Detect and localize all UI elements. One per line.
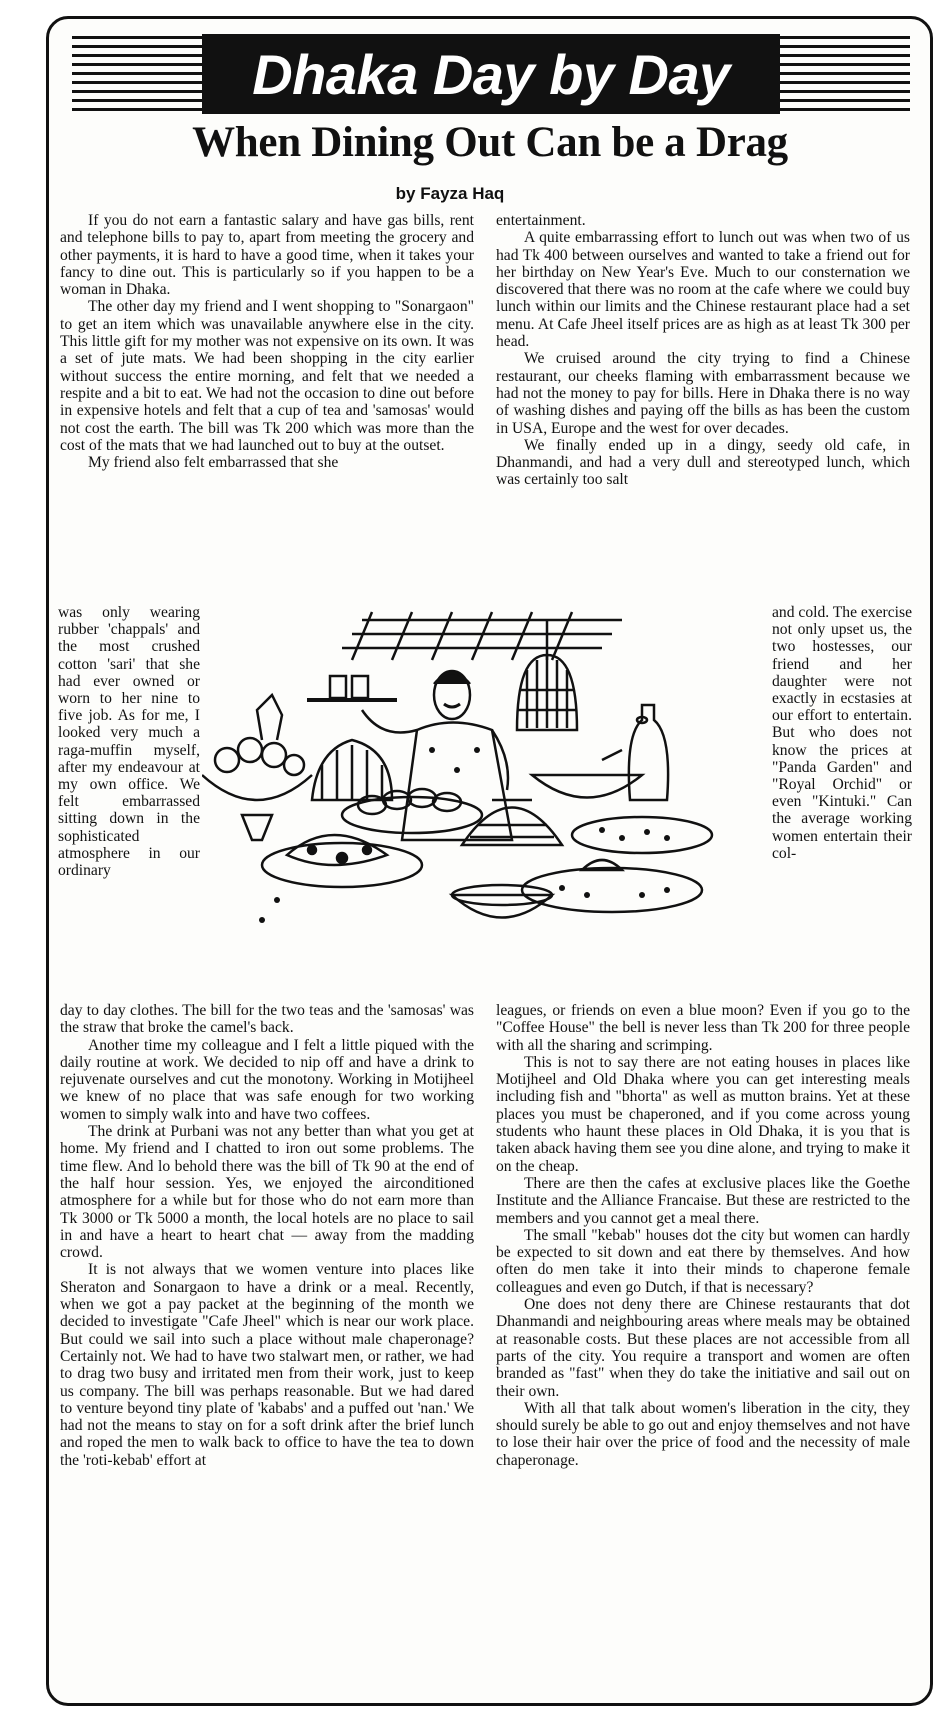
- left-narrow-column: [58, 604, 200, 879]
- paragraph: was only wearing rubber 'chappals' and the most crushed cotton 'sari' that she had ever owned or worn to her nine to five job. As for me, I looked very much a raga-muffin myself, after my endeavour at my own office. We felt embarrassed sitting down in the sophisticated atmosphere in our ordinary: [58, 604, 200, 880]
- paragraph: One does not deny there are Chinese restaurants that dot Dhanmandi and neighbouring areas where meals may be obtained at reasonable costs. But these places are not accessible from all parts of the city. You require a transport and women are often branded as "fast" when they do take the initiative and sail out on their own.: [496, 1296, 910, 1400]
- headline: When Dining Out Can be a Drag: [192, 119, 788, 166]
- paragraph: There are then the cafes at exclusive places like the Goethe Institute and the Alliance Francaise. But these are restricted to the members and you cannot get a meal there.: [496, 1174, 910, 1227]
- left-column-top: [60, 212, 474, 471]
- paragraph: Another time my colleague and I felt a little piqued with the daily routine at work. We decided to nip off and have a drink to rejuvenate ourselves and cut the monotony. Working in Motijheel we knew of no place that was safe enough for two working women to simply walk into and have two coffees.: [60, 1036, 474, 1123]
- paragraph: A quite embarrassing effort to lunch out was when two of us had Tk 400 between ourselves and wanted to take a friend out for her birthday on New Year's Eve. Much to our consternation we discovered that there was no room at the cafe where we could buy lunch within our limits and the Chinese restaurant place had a set menu. At Cafe Jheel itself prices are as high as at least Tk 300 per head.: [496, 229, 910, 351]
- paragraph: and cold. The exercise not only upset us, the two hostesses, our friend and her daughter were not exactly in ecstasies at our effort to entertain. But who does not know the prices at "Panda Garden" and "Royal Orchid" or even "Kintuki." Can the average working women entertain their col-: [772, 604, 912, 862]
- paragraph: If you do not earn a fantastic salary and have gas bills, rent and telephone bills to pay to, apart from meeting the grocery and other payments, it is hard to have a good time, when it takes your fancy to dine out. This is particularly so if you happen to be a woman in Dhaka.: [60, 212, 474, 299]
- byline: by Fayza Haq: [395, 184, 505, 203]
- paragraph: day to day clothes. The bill for the two teas and the 'samosas' was the straw that broke the camel's back.: [60, 1002, 474, 1037]
- paragraph: We cruised around the city trying to find a Chinese restaurant, our cheeks flaming with embarrassment because we had not the money to pay for bills. Here in Dhaka there is no way of washing dishes and paying off the bills as has been the custom in USA, Europe and the west for over decades.: [496, 350, 910, 437]
- right-narrow-column: [772, 604, 912, 862]
- restaurant-illustration: [202, 600, 768, 992]
- section-title: Dhaka Day by Day: [252, 42, 730, 106]
- paragraph: My friend also felt embarrassed that she: [88, 454, 339, 472]
- left-column-bottom: [60, 1002, 474, 1469]
- paragraph: leagues, or friends on even a blue moon? Even if you go to the "Coffee House" the bell is never less than Tk 200 for three people with all the sharing and scrimping.: [496, 1002, 910, 1054]
- paragraph: entertainment.: [496, 212, 586, 229]
- right-column-bottom: [496, 1002, 910, 1469]
- paragraph: This is not to say there are not eating houses in places like Motijheel and Old Dhaka where you can get interesting meals including fish and "bhorta" as well as mutton brains. Yet at these places you must be chaperoned, and if you come across young students who haunt these places in Old Dhaka, it is you that is taken aback having them see you dine alone, and trying to make it on the cheap.: [496, 1053, 910, 1175]
- paragraph: It is not always that we women venture into places like Sheraton and Sonargaon to have a drink or a meal. Recently, when we got a pay packet at the beginning of the month we decided to investigate "Cafe Jheel" which is near our work place. But could we sail into such a place without male chaperonage? Certainly not. We had to have two stalwart men, or rather, we had to drag two busy and irritated men from their work, just to keep us company. The bill was perhaps reasonable. But we had dared to venture beyond tiny plate of 'kababs' and a puffed out 'nan.' We had not the means to stay on for a soft drink after the brief lunch and roped the men to walk back to office to have the tea to down the 'roti-kebab' effort at: [60, 1261, 474, 1469]
- paragraph: The other day my friend and I went shopping to "Sonargaon" to get an item which was unavailable anywhere else in the city. This little gift for my mother was not expensive on its own. It was a set of jute mats. We had been shopping in the city earlier without success the entire morning, and felt that we needed a respite and a bit to eat. We had not the occasion to dine out before in expensive hotels and felt that a cup of tea and 'samosas' would not cost the earth. The bill was Tk 200 which was more than the cost of the mats that we had launched out to buy at the outset.: [60, 298, 474, 454]
- section-banner: [202, 34, 780, 114]
- paragraph: The drink at Purbani was not any better than what you get at home. My friend and I chatted to iron out some problems. The time flew. And lo behold there was the bill of Tk 90 at the end of the half hour session. Yes, we enjoyed the airconditioned atmosphere for a while but for those who do not earn more than Tk 3000 or Tk 5000 a month, the local hotels are no place to sail in and have a heart to heart chat — away from the madding crowd.: [60, 1123, 474, 1262]
- paragraph: We finally ended up in a dingy, seedy old cafe, in Dhanmandi, and had a very dull and stereotyped lunch, which was certainly too salt: [496, 436, 910, 489]
- paragraph: The small "kebab" houses dot the city but women can hardly be expected to sit down and eat there by themselves. And how often do men take it into their minds to chaperone female colleagues and even go Dutch, if that is necessary?: [496, 1226, 910, 1296]
- right-column-top: [496, 212, 910, 489]
- paragraph: With all that talk about women's liberation in the city, they should surely be able to go out and enjoy themselves and not have to lose their hair over the price of food and the necessity of male chaperonage.: [496, 1399, 910, 1469]
